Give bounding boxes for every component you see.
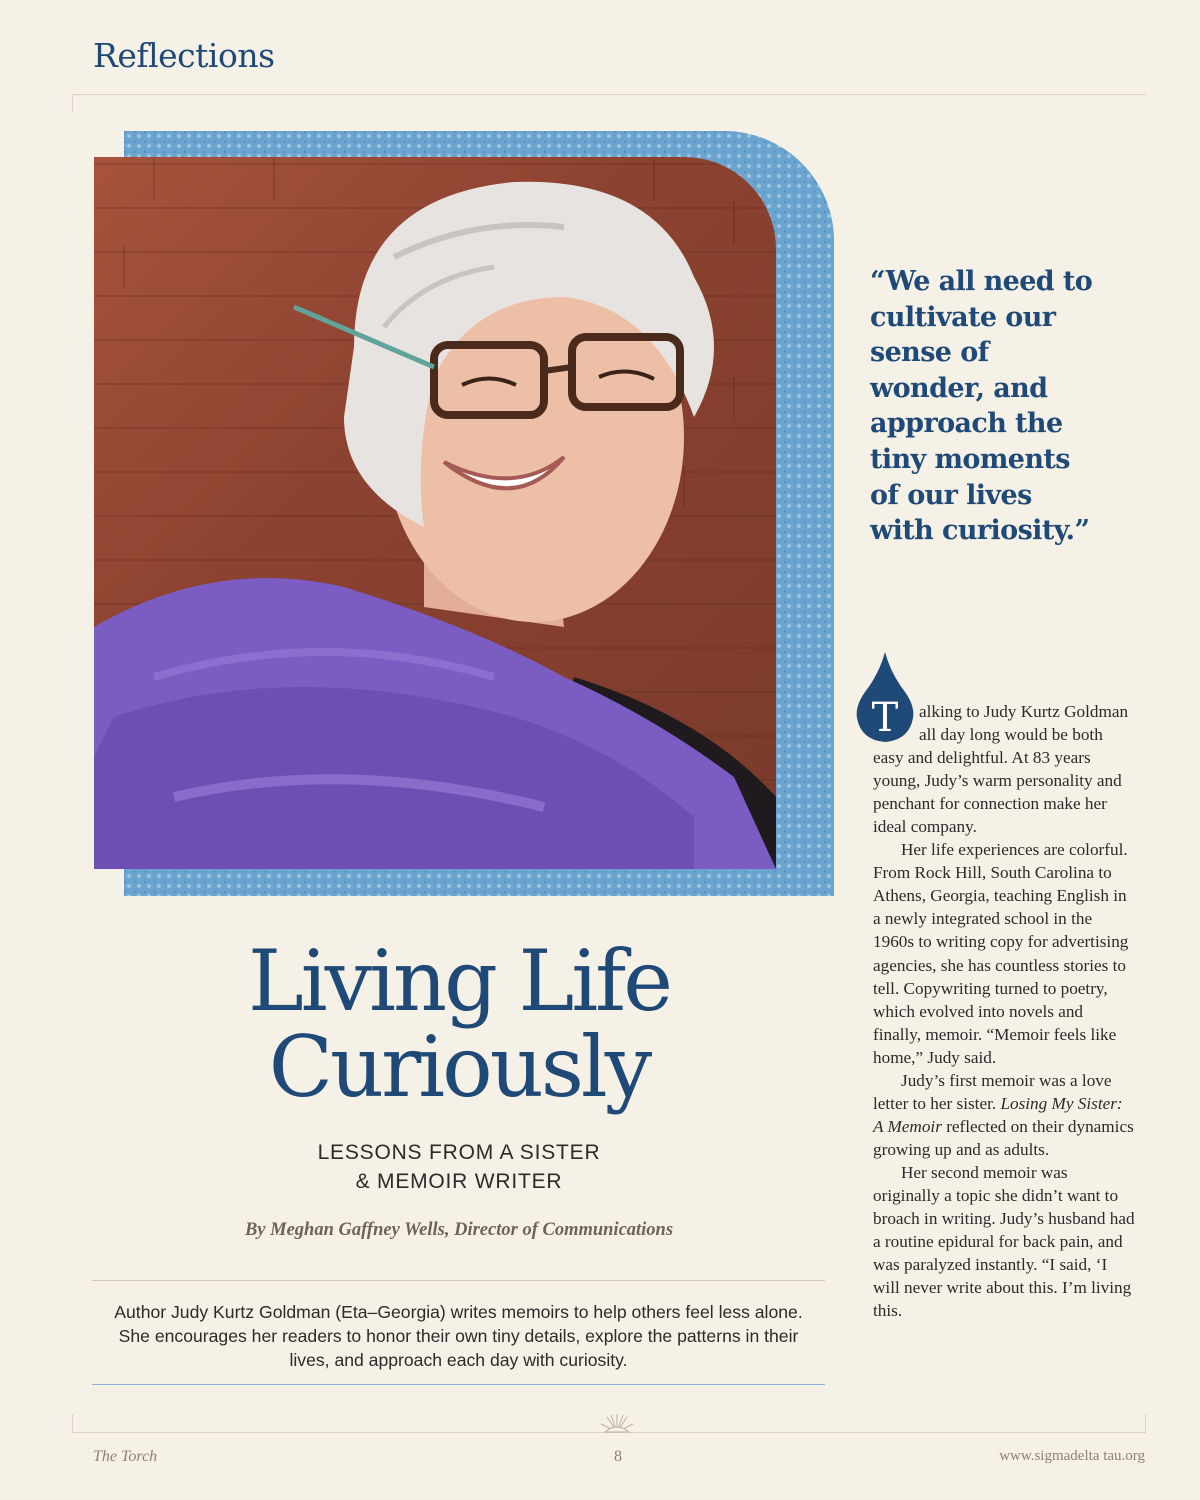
sunburst-icon bbox=[597, 1410, 637, 1434]
article-dek: Author Judy Kurtz Goldman (Eta–Georgia) writes memoirs to help others feel less alone. She encourages her readers to honor their own tiny details, explore the patterns in their lives, and approach each day with curiosity. bbox=[114, 1302, 803, 1370]
top-divider-tick bbox=[72, 94, 73, 112]
article-subtitle bbox=[94, 1138, 824, 1196]
body-paragraph-3-start: Judy’s first memoir was a love letter to her sister. bbox=[873, 1070, 1112, 1113]
footer-publication: The Torch bbox=[93, 1448, 158, 1465]
book-title: Losing My Sister: A Memoir bbox=[873, 1093, 1123, 1136]
pull-quote: “We all need to cultivate our sense of wonder, and approach the tiny moments of our lives with curiosity.” bbox=[870, 266, 1093, 547]
article-title bbox=[94, 932, 824, 1116]
subtitle-line-2: & MEMOIR WRITER bbox=[355, 1170, 563, 1193]
title-line-2: Curiously bbox=[268, 1018, 650, 1116]
body-paragraph-4: Her second memoir was originally a topic she didn’t want to broach in writing. Judy’s husband had a routine epidural for back pain, and was paralyzed instantly. “I said, ‘I will never write about this. I’m living this. bbox=[873, 1162, 1135, 1321]
portrait-illustration bbox=[94, 157, 776, 869]
drop-cap bbox=[855, 652, 915, 744]
article-body bbox=[871, 695, 1135, 1322]
body-paragraph-3 bbox=[873, 1069, 1135, 1161]
dek-top-rule bbox=[92, 1280, 825, 1281]
subtitle-line-1: LESSONS FROM A SISTER bbox=[317, 1141, 601, 1164]
dek-bottom-rule bbox=[92, 1384, 825, 1385]
footer-website[interactable]: www.sigmadelta tau.org bbox=[999, 1448, 1145, 1464]
footer-tick-left bbox=[72, 1414, 73, 1432]
page-number: 8 bbox=[614, 1448, 622, 1465]
footer-tick-right bbox=[1145, 1414, 1146, 1432]
body-paragraph-3-end: reflected on their dynamics growing up and as adults. bbox=[873, 1116, 1134, 1159]
top-divider bbox=[72, 94, 1146, 95]
body-paragraph-1 bbox=[871, 695, 1135, 838]
body-paragraph-1-text: alking to Judy Kurtz Goldman all day long would be both easy and delightful. At 83 years young, Judy’s warm personality and penchant for connection make her ideal company. bbox=[873, 702, 1129, 837]
portrait-photo bbox=[94, 157, 776, 869]
body-paragraph-2: Her life experiences are colorful. From Rock Hill, South Carolina to Athens, Georgia, teaching English in a newly integrated school in the 1960s to writing copy for advertising agencies, she has countless stories to tell. Copywriting turned to poetry, which evolved into novels and finally, memoir. “Memoir feels like home,” Judy said. bbox=[873, 840, 1129, 1067]
section-label: Reflections bbox=[93, 36, 275, 75]
drop-cap-letter: T bbox=[871, 695, 899, 741]
byline: By Meghan Gaffney Wells, Director of Communications bbox=[244, 1220, 674, 1240]
title-line-1: Living Life bbox=[248, 932, 670, 1030]
